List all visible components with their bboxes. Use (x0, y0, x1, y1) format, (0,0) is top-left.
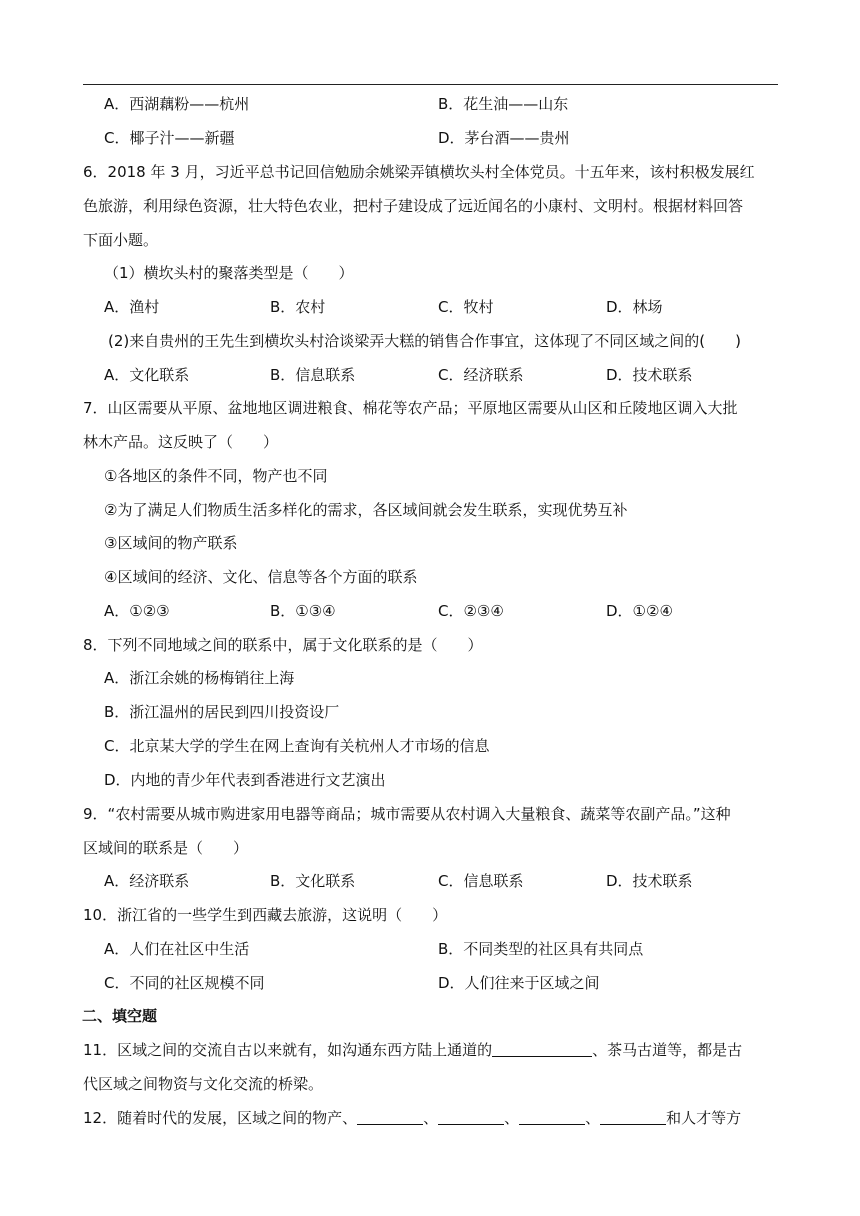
q8-stem: 8．下列不同地域之间的联系中，属于文化联系的是（ ） (83, 636, 483, 654)
q12-stem-end: 和人才等方 (666, 1109, 742, 1127)
q12-stem-text-a: 12．随着时代的发展，区域之间的物产、 (83, 1109, 358, 1127)
q10-option-a[interactable]: A．人们在社区中生活 (104, 940, 250, 958)
q9-option-b[interactable]: B．文化联系 (270, 872, 356, 890)
q9-option-d[interactable]: D．技术联系 (606, 872, 693, 890)
q7-option-a[interactable]: A．①②③ (104, 602, 170, 620)
q12-stem-line-1 (83, 1108, 741, 1128)
q6-sub1-option-b[interactable]: B．农村 (270, 298, 326, 316)
q6-sub1-option-c[interactable]: C．牧村 (438, 298, 494, 316)
q11-stem-line-1 (83, 1040, 742, 1060)
q6-sub2-option-b[interactable]: B．信息联系 (270, 366, 356, 384)
q7-option-d[interactable]: D．①②④ (606, 602, 673, 620)
q6-sub1-option-a[interactable]: A．渔村 (104, 298, 160, 316)
q6-stem-line-3: 下面小题。 (83, 231, 159, 249)
q6-sub2-option-a[interactable]: A．文化联系 (104, 366, 190, 384)
q7-stem-line-2: 林木产品。这反映了（ ） (83, 433, 279, 451)
q6-stem-line-2: 色旅游，利用绿色资源，壮大特色农业，把村子建设成了远近闻名的小康村、文明村。根据材料回答 (83, 197, 744, 215)
q12-blank-1[interactable] (357, 1108, 423, 1125)
q12-blank-4[interactable] (600, 1108, 666, 1125)
q12-separator: 、 (585, 1109, 601, 1127)
q7-statement-2: ②为了满足人们物质生活多样化的需求，各区域间就会发生联系，实现优势互补 (104, 501, 628, 519)
q11-stem-text-b: 、茶马古道等，都是古 (592, 1041, 743, 1059)
q10-option-c[interactable]: C．不同的社区规模不同 (104, 974, 265, 992)
q8-option-c[interactable]: C．北京某大学的学生在网上查询有关杭州人才市场的信息 (104, 737, 490, 755)
q8-option-d[interactable]: D．内地的青少年代表到香港进行文艺演出 (104, 771, 386, 789)
q6-sub1-stem: （1）横坎头村的聚落类型是（ ） (104, 264, 354, 282)
q6-stem-line-1: 6．2018 年 3 月，习近平总书记回信勉励余姚梁弄镇横坎头村全体党员。十五年来，该村积极发展红 (83, 163, 755, 181)
q8-option-b[interactable]: B．浙江温州的居民到四川投资设厂 (104, 703, 340, 721)
q7-option-c[interactable]: C．②③④ (438, 602, 504, 620)
q5-option-d[interactable]: D．茅台酒——贵州 (438, 129, 570, 147)
q11-blank-1[interactable] (492, 1040, 592, 1057)
q12-separator: 、 (423, 1109, 439, 1127)
q11-stem-text-a: 11．区域之间的交流自古以来就有，如沟通东西方陆上通道的 (83, 1041, 493, 1059)
q10-option-d[interactable]: D．人们往来于区域之间 (438, 974, 600, 992)
q5-option-b[interactable]: B．花生油——山东 (438, 95, 569, 113)
q9-stem-line-1: 9．“农村需要从城市购进家用电器等商品；城市需要从农村调入大量粮食、蔬菜等农副产品。”这种 (83, 805, 731, 823)
q7-option-b[interactable]: B．①③④ (270, 602, 336, 620)
q12-separator: 、 (504, 1109, 520, 1127)
q7-statement-3: ③区域间的物产联系 (104, 534, 238, 552)
q11-stem-line-2: 代区域之间物资与文化交流的桥梁。 (83, 1075, 324, 1093)
q10-option-b[interactable]: B．不同类型的社区具有共同点 (438, 940, 644, 958)
q6-sub2-option-d[interactable]: D．技术联系 (606, 366, 693, 384)
q5-option-a[interactable]: A．西湖藕粉——杭州 (104, 95, 250, 113)
section-heading-fill-in: 二、填空题 (82, 1007, 158, 1025)
q7-statement-4: ④区域间的经济、文化、信息等各个方面的联系 (104, 568, 418, 586)
header-rule (83, 84, 778, 85)
q12-blank-3[interactable] (519, 1108, 585, 1125)
q6-sub1-option-d[interactable]: D．林场 (606, 298, 663, 316)
q7-stem-line-1: 7．山区需要从平原、盆地地区调进粮食、棉花等农产品；平原地区需要从山区和丘陵地区调入大批 (83, 399, 738, 417)
q10-stem: 10．浙江省的一些学生到西藏去旅游，这说明（ ） (83, 906, 448, 924)
q12-blank-2[interactable] (438, 1108, 504, 1125)
q9-stem-line-2: 区域间的联系是（ ） (83, 839, 249, 857)
q8-option-a[interactable]: A．浙江余姚的杨梅销往上海 (104, 669, 295, 687)
q7-statement-1: ①各地区的条件不同，物产也不同 (104, 467, 328, 485)
q9-option-a[interactable]: A．经济联系 (104, 872, 190, 890)
q6-sub2-option-c[interactable]: C．经济联系 (438, 366, 524, 384)
q5-option-c[interactable]: C．椰子汁——新疆 (104, 129, 235, 147)
q9-option-c[interactable]: C．信息联系 (438, 872, 524, 890)
q6-sub2-stem: (2)来自贵州的王先生到横坎头村洽谈梁弄大糕的销售合作事宜，这体现了不同区域之间的( ) (108, 332, 741, 350)
